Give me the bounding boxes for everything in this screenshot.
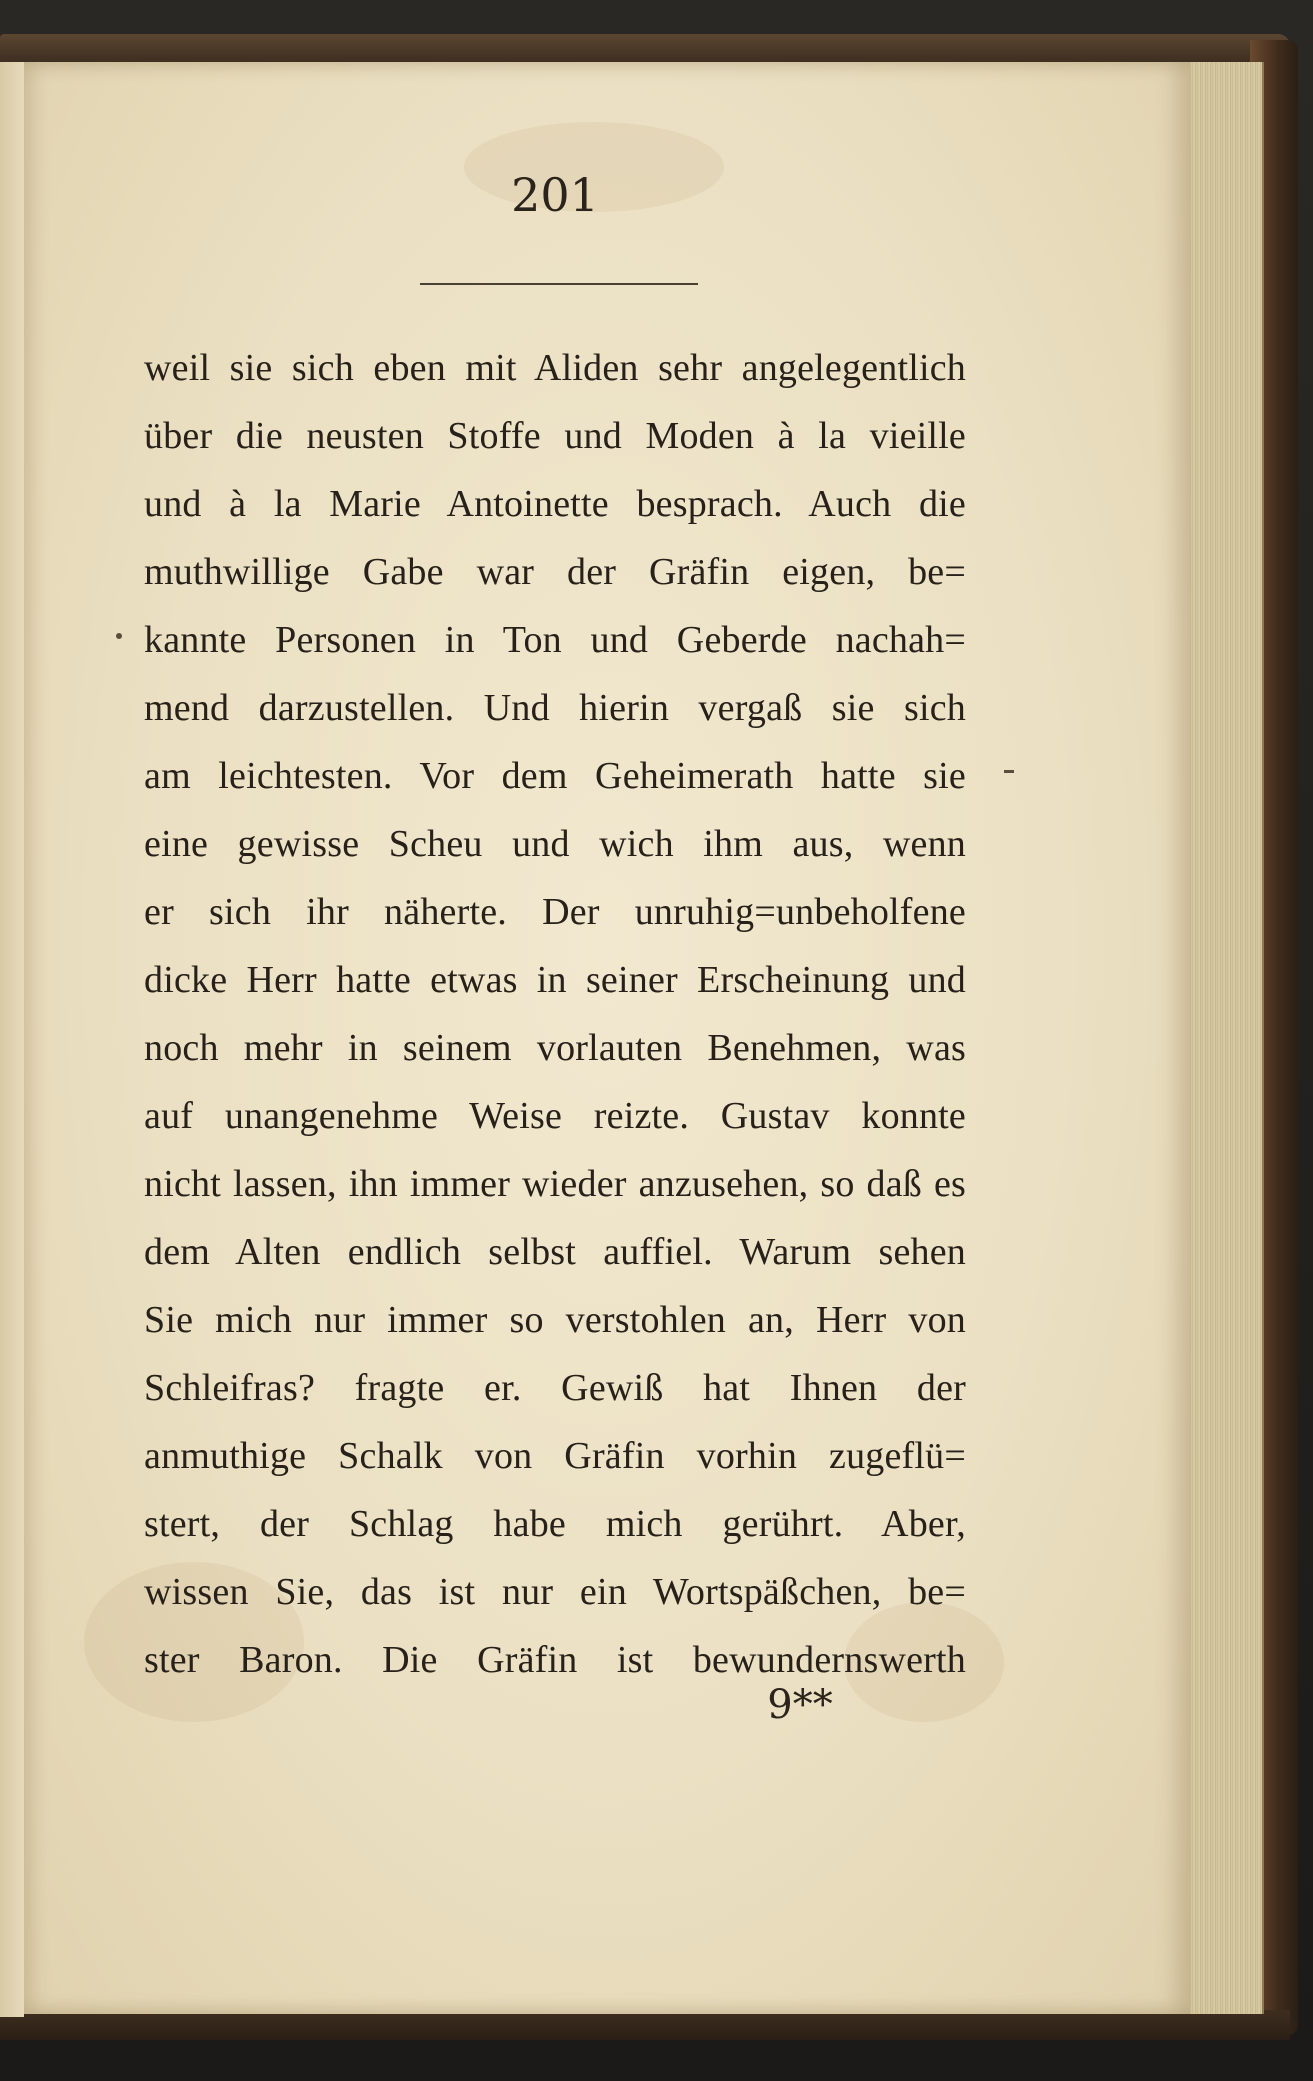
text-line: wissen Sie, das ist nur ein Wortspäßchen, be= [144, 1571, 966, 1613]
book-cover-bottom [0, 2010, 1290, 2040]
text-line: stert, der Schlag habe mich gerührt. Aber, [144, 1503, 966, 1545]
text-line: anmuthige Schalk von Gräfin vorhin zugeflü= [144, 1435, 966, 1477]
text-line: Schleifras? fragte er. Gewiß hat Ihnen der [144, 1367, 966, 1409]
text-line: über die neusten Stoffe und Moden à la vieille [144, 415, 966, 457]
text-line: eine gewisse Scheu und wich ihm aus, wenn [144, 823, 966, 865]
text-line: weil sie sich eben mit Aliden sehr angelegentlich [144, 347, 966, 389]
header-rule [420, 283, 698, 285]
page-block-edge [1186, 62, 1264, 2014]
text-line: dem Alten endlich selbst auffiel. Warum sehen [144, 1231, 966, 1273]
text-line: nicht lassen, ihn immer wieder anzusehen, so daß es [144, 1163, 966, 1205]
text-line: dicke Herr hatte etwas in seiner Erscheinung und [144, 959, 966, 1001]
signature-mark: 9** [767, 1682, 833, 1728]
page-number: 201 [511, 168, 599, 222]
text-line: auf unangenehme Weise reizte. Gustav konnte [144, 1095, 966, 1137]
text-line: Sie mich nur immer so verstohlen an, Herr von [144, 1299, 966, 1341]
text-line: am leichtesten. Vor dem Geheimerath hatte sie [144, 755, 966, 797]
margin-dash [1004, 770, 1014, 773]
book-cover-top [0, 34, 1290, 64]
text-line: noch mehr in seinem vorlauten Benehmen, was [144, 1027, 966, 1069]
text-body [144, 334, 966, 1694]
previous-page-edge [0, 62, 24, 2017]
text-line: mend darzustellen. Und hierin vergaß sie sich [144, 687, 966, 729]
text-line: ster Baron. Die Gräfin ist bewundernswerth [144, 1639, 966, 1681]
text-line: kannte Personen in Ton und Geberde nachah= [144, 619, 966, 661]
text-line: muthwillige Gabe war der Gräfin eigen, be= [144, 551, 966, 593]
text-line: und à la Marie Antoinette besprach. Auch die [144, 483, 966, 525]
text-line: er sich ihr näherte. Der unruhig=unbeholfene [144, 891, 966, 933]
margin-dot [116, 633, 122, 639]
